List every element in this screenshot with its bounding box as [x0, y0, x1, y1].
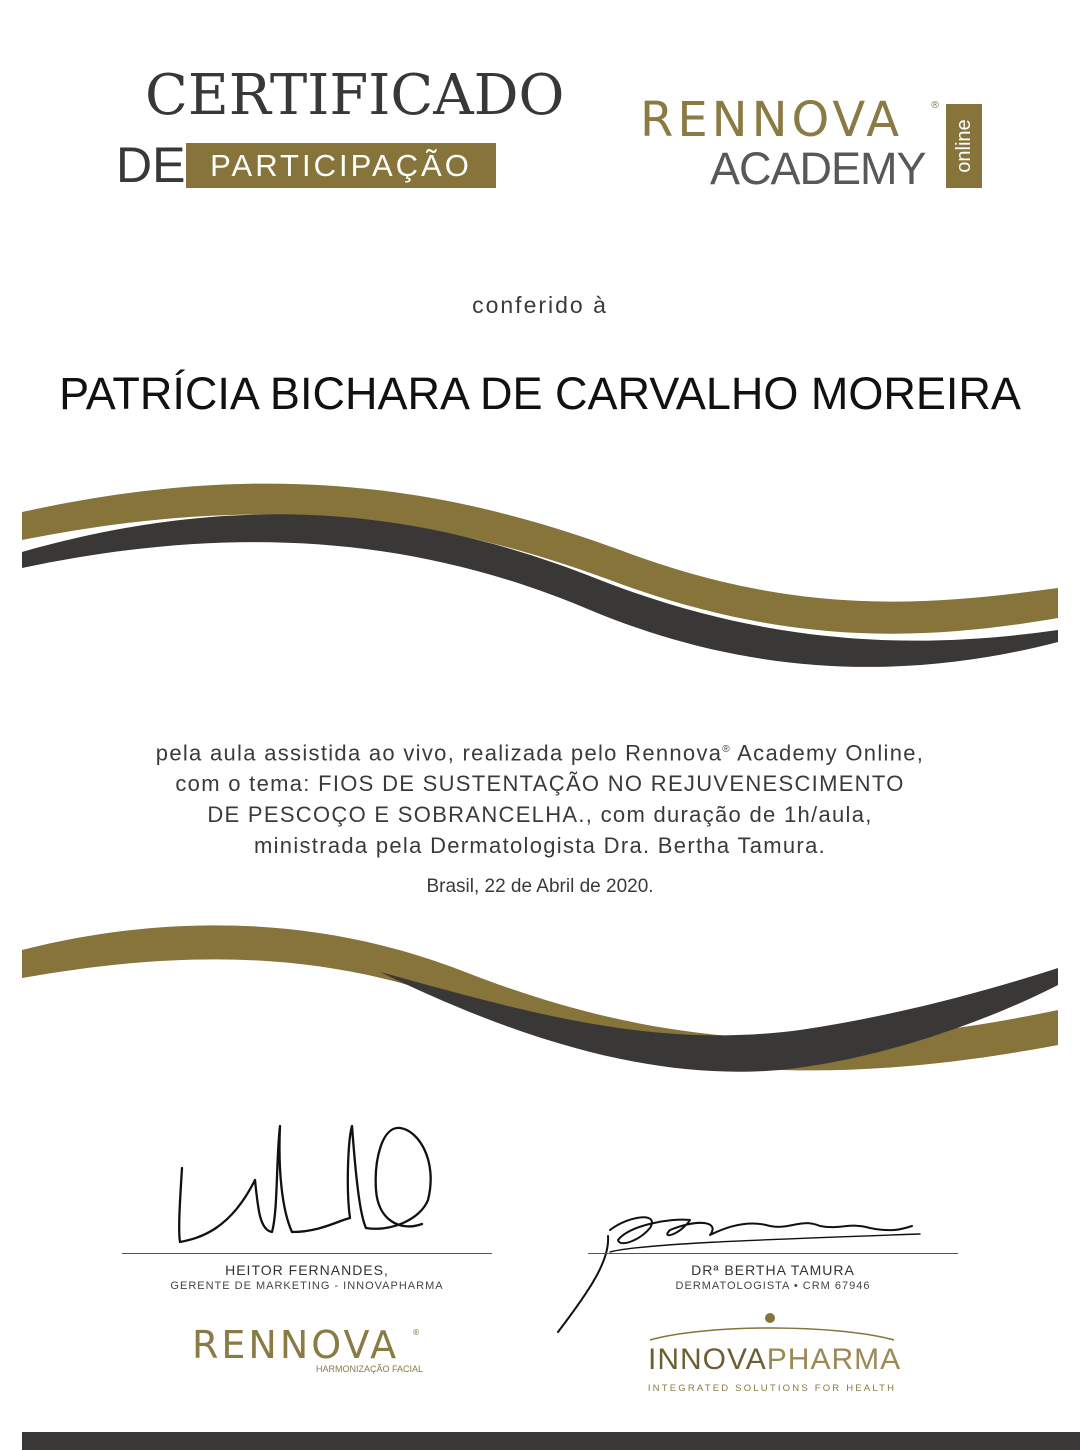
certificate-title-de: DE [116, 137, 186, 193]
signature-line-2 [588, 1253, 958, 1254]
certificate-date: Brasil, 22 de Abril de 2020. [426, 876, 654, 897]
online-tag-label: online [952, 119, 975, 173]
top-swoosh-decoration [0, 470, 1080, 690]
signer-1-role: GERENTE DE MARKETING - INNOVAPHARMA [170, 1280, 444, 1292]
innovapharma-tagline: INTEGRATED SOLUTIONS FOR HEALTH [647, 1383, 897, 1394]
rennova-footer-subtitle: HARMONIZAÇÃO FACIAL [316, 1364, 424, 1374]
academy-logo-subtitle: ACADEMY [710, 143, 926, 194]
certificate-body [40, 734, 1040, 861]
participation-badge-label: PARTICIPAÇÃO [210, 147, 472, 183]
body-line-4: ministrada pela Dermatologista Dra. Bertha Tamura. [253, 833, 827, 859]
bottom-swoosh-decoration [0, 910, 1080, 1110]
online-tag [946, 104, 982, 188]
participation-badge [186, 143, 496, 188]
body-line-3: DE PESCOÇO E SOBRANCELHA., com duração de 1h/aula, [207, 802, 873, 828]
body-line-2: com o tema: FIOS DE SUSTENTAÇÃO NO REJUVENESCIMENTO [175, 771, 905, 797]
rennova-academy-logo: RENNOVA [640, 92, 904, 148]
recipient-name: PATRÍCIA BICHARA DE CARVALHO MOREIRA [59, 368, 1021, 419]
bottom-bar [22, 1432, 1080, 1450]
rennova-footer-logo: RENNOVA [192, 1323, 400, 1367]
conferred-label: conferido à [472, 292, 608, 318]
innovapharma-logo: INNOVAPHARMA [648, 1343, 902, 1376]
signer-2-role: DERMATOLOGISTA • CRM 67946 [675, 1280, 871, 1292]
registered-mark: ® [930, 100, 940, 111]
signature-line-1 [122, 1253, 492, 1254]
certificate-title: CERTIFICADO [145, 63, 565, 128]
innovapharma-arc-icon [646, 1312, 898, 1342]
body-line-1: pela aula assistida ao vivo, realizada pelo Rennova® Academy Online, [155, 740, 925, 766]
signer-2-name: DRª BERTHA TAMURA [691, 1262, 855, 1278]
signer-1-name: HEITOR FERNANDES, [225, 1262, 389, 1278]
rennova-footer-registered: ® [412, 1328, 420, 1337]
signature-heitor-fernandes [160, 1120, 460, 1260]
